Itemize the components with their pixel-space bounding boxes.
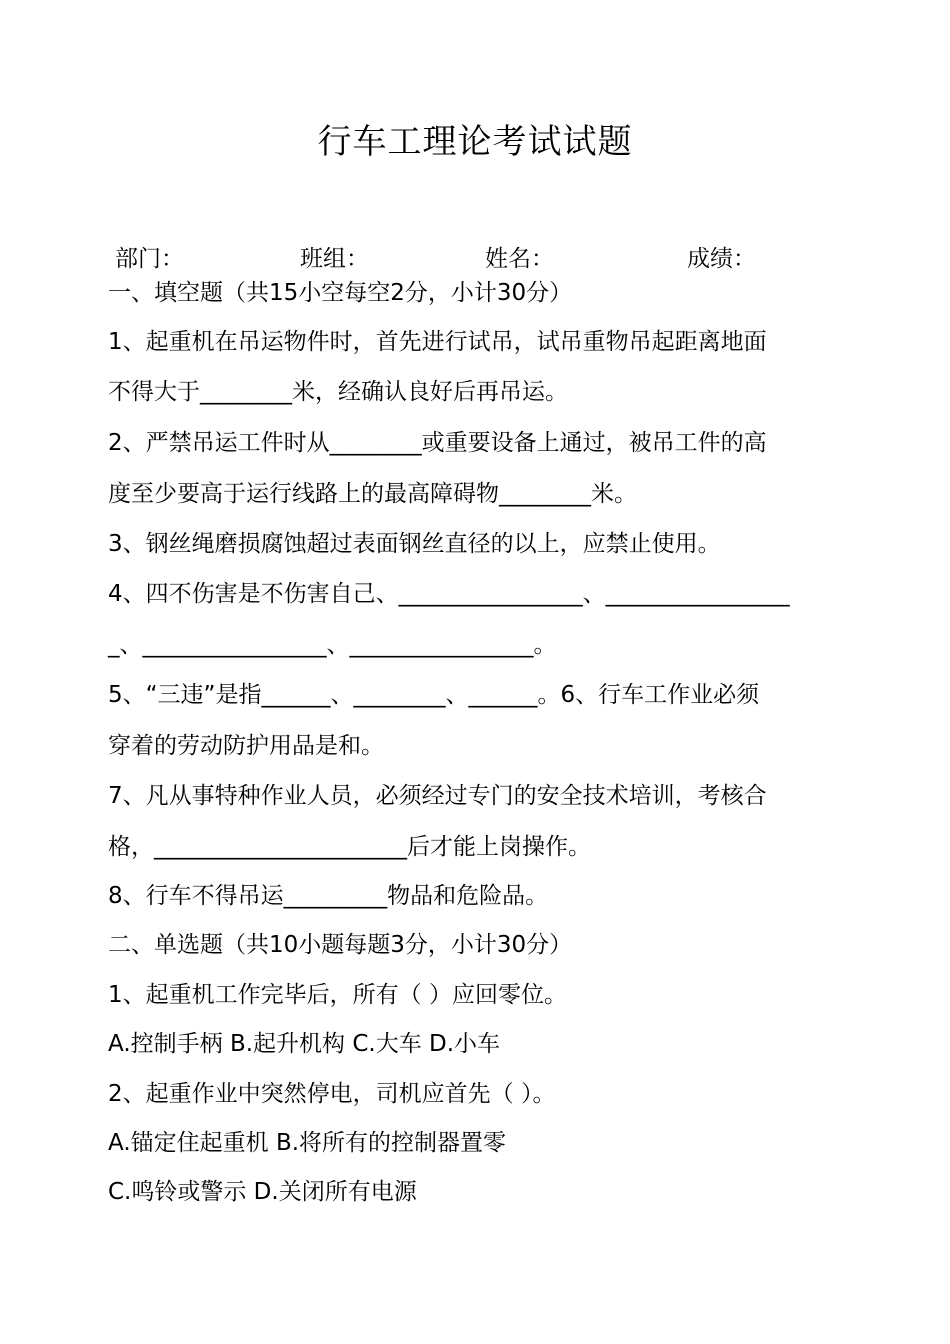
choice-options: C.鸣铃或警示 D.关闭所有电源 xyxy=(108,1179,417,1205)
question-line: 7、凡从事特种作业人员，必须经过专门的安全技术培训，考核合 xyxy=(108,783,767,809)
question-line: 5、“三违”是指______、________、______。6、行车工作业必须 xyxy=(108,682,760,708)
question-line: 格，______________________后才能上岗操作。 xyxy=(108,834,591,860)
page-title: 行车工理论考试试题 xyxy=(317,122,633,162)
question-line: 穿着的劳动防护用品是和。 xyxy=(108,733,384,759)
team-label: 班组： xyxy=(300,246,369,272)
student-info-row xyxy=(115,240,875,274)
dept-label: 部门： xyxy=(115,246,184,272)
question-line: 2、严禁吊运工件时从________或重要设备上通过，被吊工件的高 xyxy=(108,430,767,456)
question-line: _、________________、________________。 xyxy=(108,632,557,658)
section-header-fill-blank: 一、填空题（共15小空每空2分，小计30分） xyxy=(108,280,573,306)
question-line: 4、四不伤害是不伤害自己、________________、________________ xyxy=(108,581,790,607)
name-label: 姓名： xyxy=(485,246,554,272)
question-line: 1、起重机工作完毕后，所有（ ）应回零位。 xyxy=(108,982,567,1008)
score-label: 成绩： xyxy=(687,246,756,272)
question-line: 1、起重机在吊运物件时，首先进行试吊，试吊重物吊起距离地面 xyxy=(108,329,767,355)
question-line: 不得大于________米，经确认良好后再吊运。 xyxy=(108,379,568,405)
choice-options: A.锚定住起重机 B.将所有的控制器置零 xyxy=(108,1130,507,1156)
question-line: 2、起重作业中突然停电，司机应首先（ ）。 xyxy=(108,1081,556,1107)
question-line: 3、钢丝绳磨损腐蚀超过表面钢丝直径的以上，应禁止使用。 xyxy=(108,531,721,557)
section-header-single-choice: 二、单选题（共10小题每题3分，小计30分） xyxy=(108,932,573,958)
question-line: 度至少要高于运行线路上的最高障碍物________米。 xyxy=(108,481,637,507)
choice-options: A.控制手柄 B.起升机构 C.大车 D.小车 xyxy=(108,1031,501,1057)
question-line: 8、行车不得吊运_________物品和危险品。 xyxy=(108,883,549,909)
